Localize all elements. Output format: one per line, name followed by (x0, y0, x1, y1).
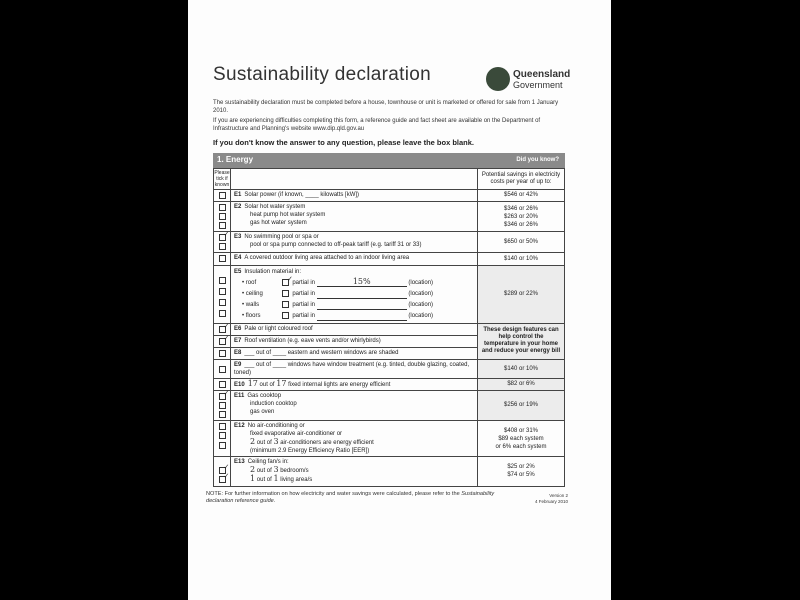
row-text: bedroom/s (280, 468, 309, 475)
row-code: E8 (234, 350, 242, 357)
partial-checkbox-ticked[interactable] (282, 279, 289, 286)
row-code: E10 (234, 382, 245, 389)
handwritten-value[interactable]: 2 (250, 437, 256, 447)
location-label: (location) (408, 312, 434, 319)
row-text: out of (259, 382, 275, 389)
row-code: E6 (234, 325, 242, 332)
row-text: No air-conditioning or (247, 423, 305, 430)
table-row (214, 421, 565, 457)
row-code: E9 (234, 362, 242, 369)
checkbox[interactable] (219, 277, 226, 284)
row-text: fixed internal lights are energy efficient (288, 382, 391, 389)
version-date: 4 February 2010 (534, 498, 568, 504)
partial-checkbox[interactable] (282, 290, 289, 297)
table-row (214, 323, 565, 335)
checkbox[interactable] (219, 402, 226, 409)
version: Version 2 (549, 492, 568, 498)
row-text: Solar power (if known, ____ kilowatts [kW]) (244, 192, 360, 198)
checkbox[interactable] (219, 411, 226, 418)
row-code: E7 (234, 337, 242, 344)
location-label: (location) (408, 279, 434, 286)
row-text: out of (256, 477, 272, 484)
row-text: Ceiling fan/s in: (247, 459, 289, 466)
saving: $346 or 26% (503, 205, 539, 212)
row-code: E5 (234, 268, 242, 275)
table-row (214, 391, 565, 421)
document-content (206, 64, 571, 507)
row-code: E2 (234, 204, 242, 211)
checkbox-ticked[interactable] (219, 338, 226, 345)
row-code: E11 (234, 393, 245, 400)
saving: $408 or 31% (503, 427, 539, 434)
checkbox[interactable] (219, 204, 226, 211)
checkbox-ticked[interactable] (219, 326, 226, 333)
handwritten-value[interactable]: 1 (273, 474, 279, 484)
checkbox[interactable] (219, 288, 226, 295)
checkbox-ticked[interactable] (219, 393, 226, 400)
partial-label: partial in (292, 312, 316, 319)
table-row (214, 232, 565, 253)
row-text: gas hot water system (250, 220, 307, 227)
section-title: 1. Energy (217, 155, 254, 164)
handwritten-value[interactable]: 1 (250, 474, 256, 484)
table-row (214, 360, 565, 379)
saving: $74 or 5% (507, 472, 535, 479)
queensland-government-logo (486, 67, 571, 93)
row-text: Pale or light coloured roof (244, 325, 313, 332)
floors-location-field[interactable] (317, 312, 407, 321)
saving: or 6% each system (495, 443, 547, 450)
saving: $263 or 20% (503, 213, 539, 220)
row-text: No swimming pool or spa or (244, 234, 319, 241)
row-text: induction cooktop (250, 401, 297, 408)
checkbox-ticked[interactable] (219, 234, 226, 241)
partial-label: partial in (292, 290, 316, 297)
row-text: heat pump hot water system (250, 212, 326, 219)
savings-header: Potential savings in electricity costs per year of up to: (478, 169, 565, 190)
row-text: living area/s (280, 477, 313, 484)
page-footer (206, 491, 568, 507)
saving: $546 or 42% (478, 190, 565, 202)
saving: $650 or 50% (478, 232, 565, 253)
row-text: Roof ventilation (e.g. eave vents and/or whirlybirds) (244, 337, 381, 344)
location-label: (location) (408, 290, 434, 297)
handwritten-value[interactable]: 3 (273, 465, 279, 475)
row-text: out of (256, 468, 272, 475)
walls-location-field[interactable] (317, 301, 407, 310)
checkbox[interactable] (219, 213, 226, 220)
page-title: Sustainability declaration (213, 64, 431, 85)
row-text: Solar hot water system (244, 204, 306, 211)
logo-seal-icon (486, 67, 510, 91)
checkbox[interactable] (219, 423, 226, 430)
row-code: E3 (234, 234, 242, 241)
row-text: pool or spa pump connected to off-peak tariff (e.g. tariff 31 or 33) (250, 242, 422, 249)
row-text: Gas cooktop (247, 393, 282, 400)
row-text: out of (256, 440, 272, 447)
row-text: ___ out of ____ windows have window treatment (e.g. tinted, double glazing, coated, toned) (234, 362, 470, 377)
insulation-item: • ceiling (242, 290, 263, 297)
table-row (214, 202, 565, 232)
tick-header: Please tick if known (214, 170, 230, 188)
table-row (214, 253, 565, 265)
handwritten-value[interactable]: 17 (247, 379, 258, 389)
version-info (535, 493, 568, 505)
row-text: A covered outdoor living area attached to an indoor living area (244, 255, 410, 262)
did-you-know-label: Did you know? (516, 157, 559, 163)
row-code: E13 (234, 459, 245, 466)
insulation-item: • floors (242, 312, 261, 319)
checkbox[interactable] (219, 222, 226, 229)
checkbox-ticked[interactable] (219, 476, 226, 483)
logo-subtext: Government (513, 80, 563, 90)
checkbox[interactable] (219, 442, 226, 449)
handwritten-value[interactable]: 3 (273, 437, 279, 447)
footer-text: NOTE: For further information on how electricity and water savings were calculated, please refer to the (206, 490, 460, 497)
partial-label: partial in (292, 279, 316, 286)
saving: $140 or 10% (478, 253, 565, 265)
checkbox[interactable] (219, 255, 226, 262)
partial-checkbox[interactable] (282, 301, 289, 308)
page-header (210, 64, 571, 94)
checkbox[interactable] (219, 366, 226, 373)
handwritten-value[interactable]: 2 (250, 465, 256, 475)
energy-table (213, 168, 565, 487)
location-label: (location) (408, 301, 434, 308)
design-note: These design features can help control the temperature in your home and reduce your energy bill (478, 323, 565, 359)
row-code: E4 (234, 255, 242, 262)
saving: $346 or 26% (503, 221, 539, 228)
saving: $82 or 6% (478, 379, 565, 391)
partial-label: partial in (292, 301, 316, 308)
saving: $25 or 2% (507, 464, 535, 471)
instruction: If you don't know the answer to any question, please leave the box blank. (213, 138, 475, 147)
checkbox[interactable] (219, 432, 226, 439)
row-text: (minimum 2.9 Energy Efficiency Ratio [EER]) (250, 448, 370, 455)
saving: $140 or 10% (478, 360, 565, 379)
section-header (213, 153, 565, 168)
ceiling-location-field[interactable] (317, 290, 407, 299)
table-row (214, 457, 565, 486)
insulation-item: • roof (242, 279, 257, 286)
row-text: fixed evaporative air-conditioner or (250, 431, 343, 438)
footer-note (206, 491, 506, 505)
reference-guide-title: Sustainability declaration reference guide. (206, 490, 495, 504)
checkbox[interactable] (219, 350, 226, 357)
row-code: E12 (234, 423, 245, 430)
intro-paragraph: If you are experiencing difficulties completing this form, a reference guide and fact sheet are available on the Department of Infrastructure and Planning's website www.dip.qld.gov.au (213, 118, 541, 132)
saving: $289 or 22% (478, 265, 565, 323)
row-code: E1 (234, 192, 242, 198)
checkbox[interactable] (219, 243, 226, 250)
saving: $256 or 19% (478, 391, 565, 421)
row-text: Insulation material in: (244, 268, 302, 275)
checkbox[interactable] (219, 310, 226, 317)
saving: $89 each system (498, 435, 544, 442)
row-text: air-conditioners are energy efficient (280, 440, 374, 447)
table-header-row (214, 169, 565, 190)
table-row (214, 379, 565, 391)
checkbox[interactable] (219, 381, 226, 388)
row-text: gas oven (250, 409, 275, 416)
intro-paragraph: The sustainability declaration must be completed before a house, townhouse or unit is marketed or offered for sale from 1 January 2010. (213, 100, 559, 114)
insulation-item: • walls (242, 301, 260, 308)
roof-location-field[interactable]: 15% (317, 278, 407, 287)
row-text: ___ out of ____ eastern and western windows are shaded (244, 350, 399, 357)
checkbox[interactable] (219, 299, 226, 306)
table-row (214, 190, 565, 202)
handwritten-value[interactable]: 17 (276, 379, 287, 389)
table-row (214, 265, 565, 323)
checkbox[interactable] (219, 192, 226, 199)
logo-text: Queensland (513, 69, 571, 80)
partial-checkbox[interactable] (282, 312, 289, 319)
